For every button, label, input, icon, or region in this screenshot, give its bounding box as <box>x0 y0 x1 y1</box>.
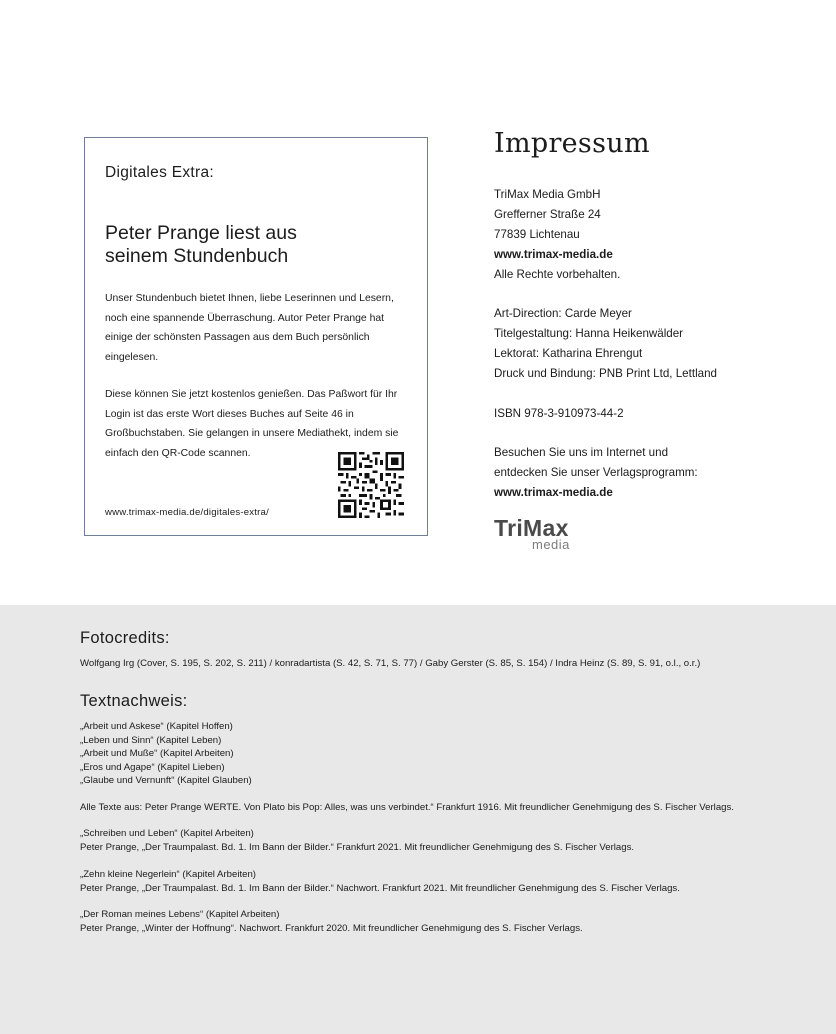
chapter-item: „Glaube und Vernunft“ (Kapitel Glauben) <box>80 775 252 786</box>
logo-word: TriMax <box>494 515 569 541</box>
impressum-visit <box>494 443 698 503</box>
digital-extra-title <box>105 222 405 268</box>
all-texts-note: Alle Texte aus: Peter Prange WERTE. Von Plato bis Pop: Alles, was uns verbindet.“ Frankfurt 1916. Mit freundlicher Genehmigung des S. Fischer Verlags. <box>80 802 734 813</box>
visit-line: Besuchen Sie uns im Internet und <box>494 446 669 459</box>
visit-line: entdecken Sie unser Verlagsprogramm: <box>494 465 698 479</box>
publisher-website-link[interactable]: www.trimax-media.de <box>494 247 613 261</box>
digital-extra-title-line1: Peter Prange liest aus <box>105 222 297 244</box>
digital-extra-title-line2: seinem Stundenbuch <box>105 245 289 267</box>
text-entry <box>80 827 634 854</box>
publisher-line: TriMax Media GmbH <box>494 188 601 201</box>
digital-extra-paragraph1: Unser Stundenbuch bietet Ihnen, liebe Leserinnen und Lesern, noch eine spannende Überraschung. Autor Peter Prange hat einige der schönsten Passagen aus dem Buch persönlich eingelesen. <box>105 293 394 364</box>
digital-extra-paragraph2: Diese können Sie jetzt kostenlos genießen. Das Paßwort für Ihr Login ist das erste Wort dieses Buches auf Seite 46 in Großbuchstaben. Sie gelangen in unsere Mediathekt, indem sie einfach den QR-Code scannen. <box>105 389 399 460</box>
chapter-item: „Arbeit und Askese“ (Kapitel Hoffen) <box>80 721 233 732</box>
text-entry-title: „Schreiben und Leben“ (Kapitel Arbeiten) <box>80 828 254 839</box>
isbn: ISBN 978-3-910973-44-2 <box>494 407 624 420</box>
chapter-item: „Leben und Sinn“ (Kapitel Leben) <box>80 734 222 746</box>
impressum-publisher <box>494 185 620 285</box>
impressum-heading: Impressum <box>494 128 650 159</box>
chapter-item: „Arbeit und Muße“ (Kapitel Arbeiten) <box>80 748 234 759</box>
qr-code-icon[interactable] <box>338 452 404 518</box>
chapter-list <box>80 720 252 788</box>
trimax-logo <box>494 514 578 554</box>
text-entry-title: „Zehn kleine Negerlein“ (Kapitel Arbeiten) <box>80 869 256 880</box>
credit-line: Druck und Bindung: PNB Print Ltd, Lettland <box>494 366 717 380</box>
text-entry-source: Peter Prange, „Winter der Hoffnung“. Nachwort. Frankfurt 2020. Mit freundlicher Genehmigung des S. Fischer Verlags. <box>80 922 583 934</box>
credit-line: Art-Direction: Carde Meyer <box>494 307 632 320</box>
impressum-credits <box>494 304 717 384</box>
publisher-line: 77839 Lichtenau <box>494 227 580 241</box>
fotocredits-text: Wolfgang Irg (Cover, S. 195, S. 202, S. 211) / konradartista (S. 42, S. 71, S. 77) / Gaby Gerster (S. 85, S. 154) / Indra Heinz (S. 89, S. 91, o.l., o.r.) <box>80 658 701 669</box>
text-entry-title: „Der Roman meines Lebens“ (Kapitel Arbeiten) <box>80 909 280 920</box>
publisher-line: Grefferner Straße 24 <box>494 207 601 221</box>
text-entry <box>80 908 583 935</box>
digital-extra-kicker: Digitales Extra: <box>105 164 215 181</box>
text-entry <box>80 868 680 895</box>
rights-text: Alle Rechte vorbehalten. <box>494 267 621 281</box>
chapter-item: „Eros und Agape“ (Kapitel Lieben) <box>80 761 225 773</box>
digital-extra-box <box>84 137 428 536</box>
digital-extra-url[interactable]: www.trimax-media.de/digitales-extra/ <box>105 507 269 518</box>
visit-website-link[interactable]: www.trimax-media.de <box>494 485 613 499</box>
text-entry-source: Peter Prange, „Der Traumpalast. Bd. 1. Im Bann der Bilder.“ Frankfurt 2021. Mit freundlicher Genehmigung des S. Fischer Verlags. <box>80 841 635 853</box>
textnachweis-heading: Textnachweis: <box>80 692 188 710</box>
fotocredits-heading: Fotocredits: <box>80 629 170 647</box>
credit-line: Lektorat: Katharina Ehrengut <box>494 346 643 360</box>
credit-line: Titelgestaltung: Hanna Heikenwälder <box>494 326 684 340</box>
logo-sub: media <box>532 537 570 552</box>
credits-area <box>0 605 836 1034</box>
text-entry-source: Peter Prange, „Der Traumpalast. Bd. 1. Im Bann der Bilder.“ Nachwort. Frankfurt 2021. Mit freundlicher Genehmigung des S. Fischer Verlags. <box>80 882 680 894</box>
